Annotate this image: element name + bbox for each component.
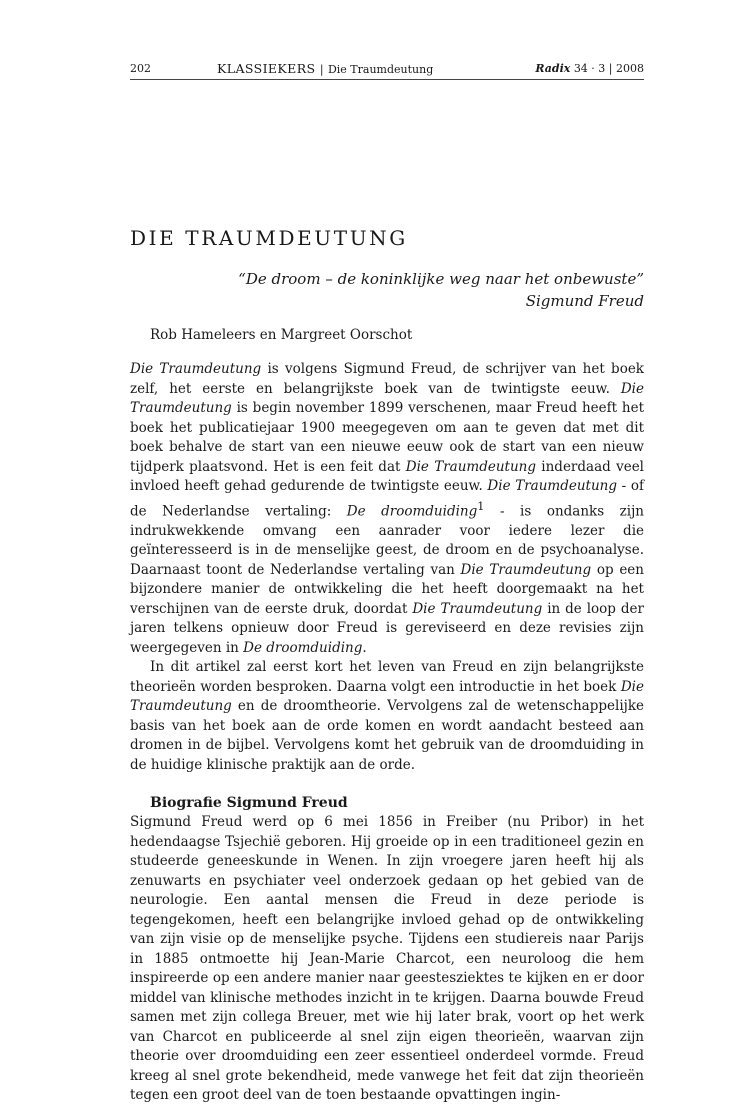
epigraph bbox=[238, 268, 644, 312]
body-text: op een bijzondere manier de ontwikkeling die het heeft doorgemaakt na het verschijnen van de eerste druk, doordat bbox=[130, 561, 644, 617]
section-subtitle: Die Traumdeutung bbox=[327, 63, 434, 76]
section-heading: Biografie Sigmund Freud bbox=[150, 795, 348, 811]
book-title: Die Traumdeutung bbox=[130, 678, 644, 714]
header-separator: | bbox=[319, 63, 324, 76]
body-text: - of de Nederlandse vertaling: bbox=[130, 478, 644, 519]
body-text: en de droomtheorie. Vervolgens zal de wetenschappelijke basis van het boek aan de orde komen en wordt aandacht besteed aan dromen in de bijbel. Vervolgens komt het gebruik van de droomduiding in de huidige klinische praktijk aan de orde. bbox=[130, 698, 644, 773]
book-title: Die Traumdeutung bbox=[412, 600, 543, 617]
body-text: in de loop der jaren telkens opnieuw door Freud is gereviseerd en deze revisies zijn weergegeven in bbox=[130, 600, 644, 656]
paragraph-intro bbox=[130, 360, 644, 658]
article-authors: Rob Hameleers en Margreet Oorschot bbox=[150, 327, 413, 343]
epigraph-author: Sigmund Freud bbox=[525, 292, 644, 310]
body-text: inderdaad veel invloed heeft gehad gedurende de twintigste eeuw. bbox=[130, 458, 645, 494]
footnote-marker[interactable]: 1 bbox=[477, 499, 485, 513]
header-rule bbox=[130, 79, 644, 80]
journal-name: Radix bbox=[535, 62, 571, 75]
section-name: KLASSIEKERS bbox=[217, 61, 316, 76]
body-text: - is ondanks zijn indrukwekkende omvang een aanrader voor iedere lezer die geïnteresseerd is in de menselijke geest, de droom en de psychoanalyse. Daarnaast toont de Nederlandse vertaling van bbox=[130, 503, 644, 578]
article-body bbox=[130, 360, 644, 1106]
journal-issue: 34 · 3 | 2008 bbox=[573, 62, 644, 75]
epigraph-quote: “De droom – de koninklijke weg naar het onbewuste” bbox=[238, 270, 644, 288]
body-text: is volgens Sigmund Freud, de schrijver van het boek zelf, het eerste en belangrijkste boek van de twintigste eeuw. bbox=[130, 361, 644, 397]
book-title: Die Traumdeutung bbox=[460, 561, 592, 578]
book-title: De droomduiding bbox=[346, 503, 478, 519]
running-header bbox=[130, 62, 644, 76]
page-number: 202 bbox=[130, 62, 151, 75]
section-label bbox=[217, 61, 433, 76]
book-title: Die Traumdeutung bbox=[487, 478, 617, 494]
article-title: DIE TRAUMDEUTUNG bbox=[130, 226, 408, 250]
body-text: is begin november 1899 verschenen, maar Freud heeft het boek het publicatiejaar 1900 meegegeven om aan te geven dat met dit boek behalve de start van een nieuwe eeuw ook de start van een nieuw tijdperk plaatsvond. Het is een feit dat bbox=[130, 400, 644, 475]
paragraph-outline bbox=[130, 658, 644, 775]
journal-info bbox=[535, 62, 644, 75]
book-title: Die Traumdeutung bbox=[130, 361, 262, 377]
book-title: De droomduiding bbox=[243, 639, 363, 656]
body-text: . bbox=[362, 639, 367, 656]
paragraph-biography: Sigmund Freud werd op 6 mei 1856 in Freiber (nu Pribor) in het hedendaagse Tsjechië geboren. Hij groeide op in een traditioneel gezin en studeerde geneeskunde in Wenen. In zijn vroegere jaren heeft hij als zenuwarts en psychiater veel onderzoek gedaan op het gebied van de neurologie. Een aantal mensen die Freud in deze periode is tegengekomen, heeft een belangrijke invloed gehad op de ontwikkeling van zijn visie op de menselijke psyche. Tijdens een studiereis naar Parijs in 1885 ontmoette hij Jean-Marie Charcot, een neuroloog die hem inspireerde op een andere manier naar geestesziektes te kijken en er door middel van klinische methodes inzicht in te krijgen. Daarna bouwde Freud samen met zijn collega Breuer, met wie hij later brak, voort op het werk van Charcot en publiceerde al snel zijn eigen theorieën, waarvan zijn theorie over droomduiding een zeer essentieel onderdeel vormde. Freud kreeg al snel grote bekendheid, mede vanwege het feit dat zijn theorieën tegen een groot deel van de toen bestaande opvattingen ingin- bbox=[130, 814, 644, 1103]
book-title: Die Traumdeutung bbox=[130, 380, 644, 416]
book-title: Die Traumdeutung bbox=[405, 458, 536, 475]
body-text: In dit artikel zal eerst kort het leven van Freud en zijn belangrijkste theorieën worden besproken. Daarna volgt een introductie in het boek bbox=[130, 659, 644, 695]
